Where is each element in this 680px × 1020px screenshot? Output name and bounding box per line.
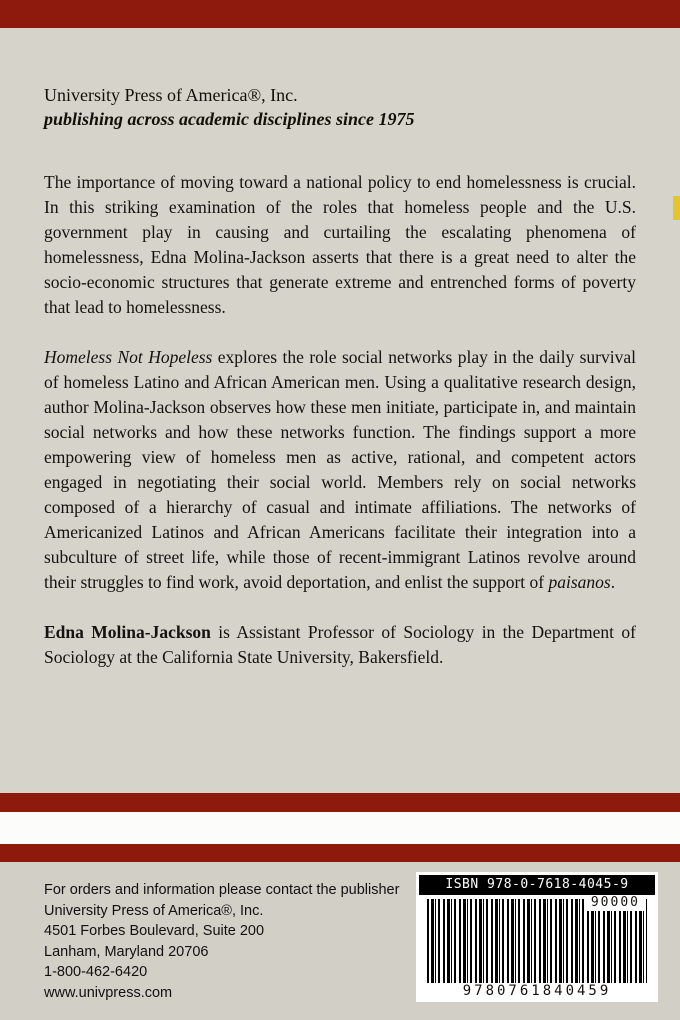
lower-white-band <box>0 812 680 844</box>
contact-line-website: www.univpress.com <box>44 984 173 1001</box>
barcode-bars <box>427 899 647 983</box>
contact-line-street: 4501 Forbes Boulevard, Suite 200 <box>44 923 265 939</box>
contact-line-orders: For orders and information please contact the publisher <box>44 882 400 898</box>
synopsis-block <box>44 170 636 695</box>
paisanos-italic: paisanos <box>548 572 611 592</box>
bio-text: is Assistant Professor of Sociology in the Department of Sociology at the California State University, Bakersfield. <box>44 622 636 667</box>
author-bio <box>44 620 636 670</box>
lower-maroon-bar-top <box>0 793 680 812</box>
publisher-name: University Press of America®, Inc. <box>44 85 298 105</box>
barcode-body <box>419 895 655 999</box>
barcode <box>416 872 658 1002</box>
description-text: explores the role social networks play in the daily survival of homeless Latino and African American men. Using a qualitative research design, author Molina-Jackson observes how these men initiate, participate in, and maintain social networks and how these networks function. The findings support a more empowering view of homeless men as active, rational, and competent actors engaged in negotiating their social world. Members rely on social networks composed of a hierarchy of casual and intimate affiliations. The networks of Americanized Latinos and African Americans facilitate their integration into a subculture of street life, while those of recent-immigrant Latinos revolve around their struggles to find work, avoid deportation, and enlist the support of <box>44 347 637 592</box>
publisher-block <box>44 84 415 130</box>
top-maroon-bar <box>0 0 680 28</box>
publisher-tagline: publishing across academic disciplines since 1975 <box>44 109 415 129</box>
contact-line-publisher: University Press of America®, Inc. <box>44 902 264 919</box>
contact-line-city: Lanham, Maryland 20706 <box>44 943 209 960</box>
contact-line-phone: 1-800-462-6420 <box>44 964 148 980</box>
author-name-bold: Edna Molina-Jackson <box>44 622 211 642</box>
description-period: . <box>610 572 616 592</box>
barcode-price-code: 90000 <box>586 895 645 911</box>
barcode-number: 9780761840459 <box>453 983 622 999</box>
lower-maroon-bar-bottom <box>0 844 680 862</box>
publisher-contact <box>44 880 399 1003</box>
isbn-header: ISBN 978-0-7618-4045-9 <box>419 875 655 895</box>
paragraph-description <box>44 345 636 595</box>
edge-yellow-mark <box>673 196 680 220</box>
paragraph-policy: The importance of moving toward a national policy to end homelessness is crucial. In this striking examination of the roles that homeless people and the U.S. government play in causing and curtailing the escalating phenomena of homelessness, Edna Molina-Jackson asserts that there is a great need to alter the socio-economic structures that generate extreme and entrenched forms of poverty that lead to homelessness. <box>44 172 636 317</box>
book-title-italic: Homeless Not Hopeless <box>44 347 213 367</box>
